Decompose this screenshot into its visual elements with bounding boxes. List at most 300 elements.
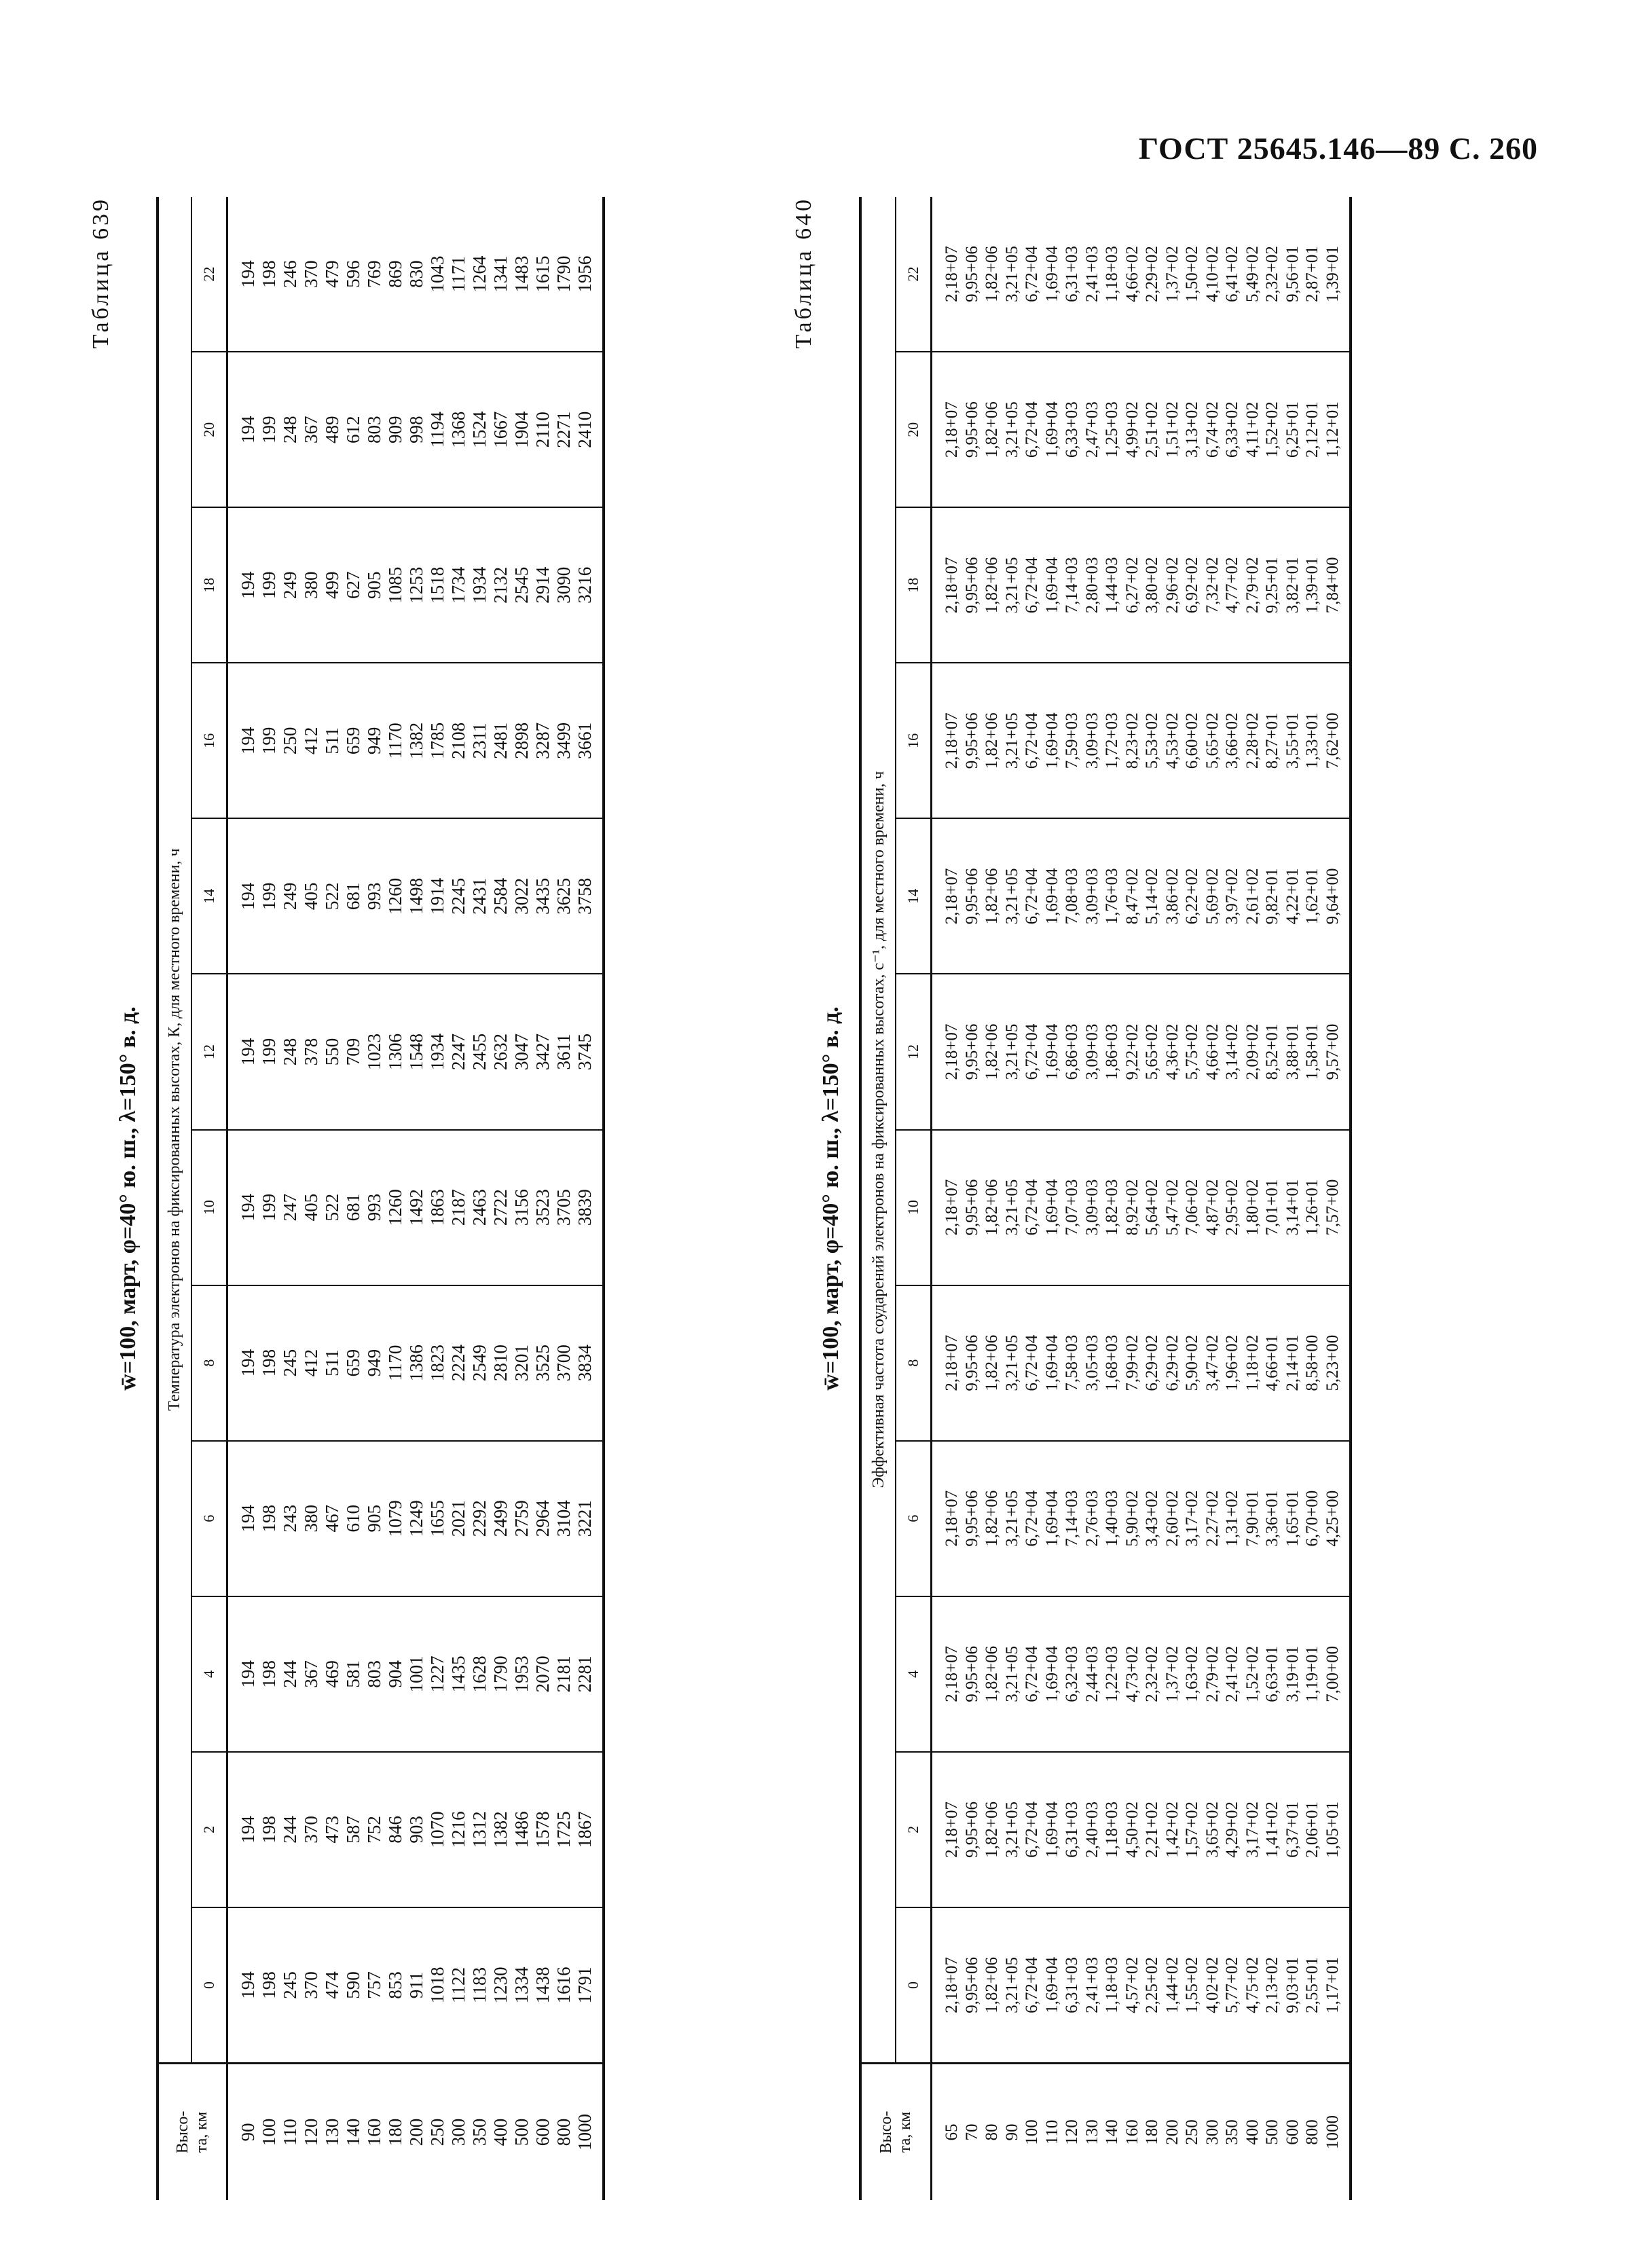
altitude-cell: 500 [1263,2119,1281,2145]
table-cell: 1,58+01 [1303,1023,1321,1080]
table-cell: 5,47+02 [1162,1179,1182,1236]
table-cell: 3,21+05 [1002,557,1021,614]
table-cell: 2,21+02 [1143,1801,1161,1858]
table-cell: 6,92+02 [1183,557,1201,614]
table-cell: 9,22+02 [1122,1023,1141,1080]
table-639-block [88,197,767,2200]
data-column [228,1129,602,1285]
table-cell: 3,36+01 [1263,1490,1281,1547]
table-cell: 4,36+02 [1162,1023,1182,1080]
table-cell: 194 [238,1038,258,1066]
data-column [932,973,1349,1129]
table-cell: 993 [364,1193,384,1222]
table-cell: 246 [280,260,300,288]
table-cell: 199 [259,727,279,755]
hour-header: 0 [192,1907,226,2062]
table-cell: 1079 [385,1500,405,1537]
table-cell: 2,18+07 [942,1957,961,2013]
table-cell: 1122 [448,1967,469,2003]
altitude-cell: 80 [983,2123,1001,2141]
table-cell: 846 [385,1816,405,1844]
table-cell: 1616 [553,1967,574,2004]
table-cell: 2455 [469,1034,490,1070]
hour-header: 14 [192,818,226,973]
table-cell: 248 [280,1038,300,1066]
table-cell: 2,41+03 [1082,246,1101,303]
table-cell: 1,50+02 [1183,246,1201,303]
table-cell: 6,86+03 [1063,1023,1081,1080]
table-cell: 6,72+04 [1023,1179,1041,1236]
table-cell: 2,18+07 [942,1334,961,1391]
table-cell: 250 [280,727,300,755]
table-cell: 198 [259,1349,279,1377]
table-cell: 473 [322,1816,342,1844]
table-cell: 1483 [511,255,532,293]
hour-header: 2 [192,1751,226,1907]
table-cell: 1956 [574,255,595,293]
hour-header: 20 [192,351,226,507]
altitude-cell: 100 [259,2118,279,2146]
table-cell: 2632 [490,1034,511,1070]
table-cell: 5,53+02 [1143,712,1161,769]
table-cell: 2,18+07 [942,1179,961,1236]
table-cell: 194 [238,1504,258,1533]
table-cell: 194 [238,727,258,755]
data-column [228,973,602,1129]
altitude-cell: 200 [406,2118,426,2146]
table-cell: 9,25+01 [1263,557,1281,614]
hour-headers [896,197,930,2062]
table-cell: 8,23+02 [1122,712,1141,769]
table-cell: 2,60+02 [1162,1490,1182,1547]
table-cell: 474 [322,1971,342,1999]
table-cell: 6,37+01 [1283,1801,1302,1858]
table-cell: 1823 [427,1345,447,1382]
table-640-block [791,197,1524,2200]
table-cell: 9,95+06 [962,1023,981,1080]
table-cell: 587 [343,1816,363,1844]
altitude-cell: 350 [469,2118,490,2146]
table-cell: 522 [322,882,342,911]
data-column [932,1907,1349,2062]
table-cell: 1,76+03 [1103,868,1121,925]
table-cell: 1171 [448,256,469,293]
table-cell: 9,95+06 [962,401,981,458]
table-cell: 1334 [511,1967,532,2004]
table-cell: 6,32+03 [1063,1645,1081,1702]
table-cell: 3,21+05 [1002,1645,1021,1702]
table-cell: 199 [259,1193,279,1222]
altitude-cell: 130 [322,2118,342,2146]
table-cell: 5,75+02 [1183,1023,1201,1080]
table-cell: 1,69+04 [1042,1801,1061,1858]
table-cell: 2,44+03 [1082,1645,1101,1702]
table-cell: 2,09+02 [1243,1023,1262,1080]
hour-header: 16 [896,662,930,818]
table-cell: 4,66+02 [1203,1023,1222,1080]
hour-header: 18 [192,507,226,662]
table-cell: 1,57+02 [1183,1801,1201,1858]
data-column [932,1440,1349,1596]
table-cell: 2,32+02 [1263,246,1281,303]
table-cell: 1341 [490,255,511,293]
data-column [932,662,1349,818]
table-cell: 3,05+03 [1082,1334,1101,1391]
table-cell: 370 [301,1816,321,1844]
table-cell: 1,17+01 [1323,1957,1342,2013]
hour-header: 10 [192,1129,226,1285]
table-cell: 4,29+02 [1223,1801,1241,1858]
data-column [932,1596,1349,1751]
table-cell: 1492 [406,1189,426,1226]
table-cell: 6,70+00 [1303,1490,1321,1547]
table-cell: 2,18+07 [942,557,961,614]
table-cell: 3,97+02 [1223,868,1241,925]
table-cell: 244 [280,1660,300,1688]
table-cell: 412 [301,727,321,755]
table-cell: 681 [343,1193,363,1222]
table-cell: 248 [280,416,300,443]
table-cell: 1725 [553,1811,574,1848]
table-cell: 2,47+03 [1082,401,1101,458]
table-cell: 3700 [553,1345,574,1382]
altitude-cell: 1000 [1323,2115,1342,2149]
altitude-cell: 120 [301,2118,321,2146]
table-cell: 1,69+04 [1042,557,1061,614]
table-cell: 2,29+02 [1143,246,1161,303]
hour-header: 12 [192,973,226,1129]
table-cell: 1,51+02 [1162,401,1182,458]
table-cell: 6,72+04 [1023,246,1041,303]
table-cell: 627 [343,571,363,600]
table-cell: 1,82+06 [983,1490,1001,1547]
table-cell: 7,32+02 [1203,557,1222,614]
table-cell: 6,74+02 [1203,401,1222,458]
table-cell: 1,55+02 [1183,1957,1201,2013]
table-cell: 1,69+04 [1042,1957,1061,2013]
table-cell: 1,52+02 [1243,1645,1262,1702]
hour-headers [192,197,226,2062]
table-cell: 1249 [406,1500,426,1537]
altitude-cell: 90 [238,2123,258,2142]
table-cell: 6,72+04 [1023,1645,1041,1702]
table-cell: 2,87+01 [1303,246,1321,303]
table-cell: 489 [322,416,342,443]
altitude-cell: 300 [448,2118,469,2146]
table-cell: 1386 [406,1345,426,1382]
table-cell: 479 [322,260,342,288]
table-cell: 367 [301,1660,321,1688]
table-cell: 6,31+03 [1063,246,1081,303]
table-cell: 2,25+02 [1143,1957,1161,2013]
data-column [228,1596,602,1751]
table-cell: 1863 [427,1189,447,1226]
table-cell: 194 [238,416,258,443]
table-cell: 1,26+01 [1303,1179,1321,1236]
altitude-cell: 350 [1223,2119,1241,2145]
table-cell: 405 [301,1193,321,1222]
table-cell: 2898 [511,722,532,759]
table-cell: 4,50+02 [1122,1801,1141,1858]
altitude-cell: 110 [280,2119,300,2146]
data-column [932,351,1349,507]
hour-header: 22 [200,266,217,282]
table-cell: 6,22+02 [1183,868,1201,925]
altitude-cell: 90 [1002,2123,1021,2141]
table-cell: 1,82+06 [983,401,1001,458]
table-cell: 6,72+04 [1023,712,1041,769]
table-cell: 6,29+02 [1143,1334,1161,1391]
table-cell: 2481 [490,722,511,759]
table-cell: 2,79+02 [1203,1645,1222,1702]
altitude-column [228,2062,602,2200]
table-cell: 3,09+03 [1082,1179,1101,1236]
table-cell: 1,31+02 [1223,1490,1241,1547]
table-cell: 6,72+04 [1023,868,1041,925]
data-column [228,1751,602,1907]
table-cell: 467 [322,1504,342,1533]
table-cell: 2,13+02 [1263,1957,1281,2013]
table-cell: 4,25+00 [1323,1490,1342,1547]
table-cell: 4,66+02 [1122,246,1141,303]
table-cell: 3104 [553,1500,574,1537]
altitude-cell: 800 [553,2118,574,2146]
table-cell: 198 [259,1816,279,1844]
table-cell: 194 [238,1349,258,1377]
table-cell: 244 [280,1816,300,1844]
table-subtitle: w̄=100, март, φ=40° ю. ш., λ=150° в. д. [818,1006,843,1391]
altitude-cell: 70 [962,2123,981,2141]
table-cell: 3525 [532,1345,553,1382]
table-cell: 2,32+02 [1143,1645,1161,1702]
table-cell: 3216 [574,566,595,604]
table-cell: 6,31+03 [1063,1801,1081,1858]
table-cell: 1,82+03 [1103,1179,1121,1236]
table-cell: 245 [280,1971,300,1999]
table-cell: 581 [343,1660,363,1688]
table-cell: 370 [301,1971,321,1999]
table-cell: 194 [238,260,258,288]
table-cell: 4,87+02 [1203,1179,1222,1236]
table-cell: 1628 [469,1656,490,1693]
table-cell: 5,90+02 [1122,1490,1141,1547]
table-cell: 1,82+06 [983,246,1001,303]
table-cell: 5,49+02 [1243,246,1262,303]
table-cell: 1734 [448,566,469,604]
table-cell: 194 [238,1193,258,1222]
document-header: ГОСТ 25645.146—89 С. 260 [1138,131,1538,166]
table-cell: 3745 [574,1034,595,1070]
table-cell: 9,95+06 [962,1645,981,1702]
table-cell: 2,41+03 [1082,1957,1101,2013]
table-cell: 3,13+02 [1183,401,1201,458]
table-cell: 949 [364,727,384,755]
table-cell: 3,17+02 [1183,1490,1201,1547]
table-cell: 367 [301,416,321,443]
table-cell: 6,72+04 [1023,1023,1041,1080]
table-cell: 2722 [490,1189,511,1226]
table-subtitle: w̄=100, март, φ=40° ю. ш., λ=150° в. д. [115,1006,141,1391]
table-cell: 7,06+02 [1183,1179,1201,1236]
table-cell: 1,69+04 [1042,1334,1061,1391]
table-cell: 2431 [469,877,490,915]
table-cell: 1001 [406,1656,426,1693]
table-cell: 2964 [532,1500,553,1537]
table-cell: 198 [259,1660,279,1688]
altitude-cell: 140 [343,2118,363,2146]
table-cell: 1,12+01 [1323,401,1342,458]
table-cell: 3758 [574,877,595,915]
table-cell: 1,25+03 [1103,401,1121,458]
table-cell: 590 [343,1971,363,1999]
table-cell: 1170 [385,723,405,759]
table-cell: 1264 [469,255,490,293]
table-body [228,197,602,2200]
table-cell: 1,69+04 [1042,1179,1061,1236]
table-cell: 3661 [574,722,595,759]
table-cell: 1,82+06 [983,1023,1001,1080]
table-cell: 3611 [553,1034,574,1070]
table-cell: 5,69+02 [1203,868,1222,925]
table-cell: 909 [385,416,405,443]
table-cell: 1867 [574,1811,595,1848]
table-cell: 3,43+02 [1143,1490,1161,1547]
hour-header: 4 [192,1596,226,1751]
table-cell: 2,06+01 [1303,1801,1321,1858]
table-cell: 2,18+07 [942,1023,961,1080]
table-cell: 1253 [406,566,426,604]
table-cell: 199 [259,416,279,443]
table-cell: 1498 [406,877,426,915]
table-cell: 3047 [511,1034,532,1070]
table-cell: 3834 [574,1345,595,1382]
table-cell: 769 [364,260,384,288]
data-column [932,197,1349,351]
hour-header: 2 [896,1751,930,1907]
table-cell: 3,21+05 [1002,1179,1021,1236]
table-cell: 9,82+01 [1263,868,1281,925]
table-cell: 2,51+02 [1143,401,1161,458]
altitude-cell: 300 [1203,2119,1222,2145]
table-cell: 249 [280,571,300,600]
table-cell: 1790 [490,1656,511,1693]
table-cell: 4,99+02 [1122,401,1141,458]
altitude-cell: 800 [1303,2119,1321,2145]
table-cell: 3,80+02 [1143,557,1161,614]
altitude-cell: 65 [942,2123,961,2141]
table-cell: 7,14+03 [1063,1490,1081,1547]
table-cell: 1,82+06 [983,1334,1001,1391]
table-cell: 511 [322,727,342,754]
table-cell: 1548 [406,1034,426,1070]
table-cell: 2,41+02 [1223,1645,1241,1702]
table-cell: 2,96+02 [1162,557,1182,614]
table-cell: 2410 [574,411,595,448]
table-cell: 1934 [427,1034,447,1070]
table-cell: 1914 [427,877,447,915]
table-cell: 3,21+05 [1002,246,1021,303]
table-cell: 3,14+02 [1223,1023,1241,1080]
table-cell: 2759 [511,1500,532,1537]
table-cell: 380 [301,1504,321,1533]
table-cell: 2810 [490,1345,511,1382]
table-cell: 4,22+01 [1283,868,1302,925]
hour-header: 6 [896,1440,930,1596]
hour-header: 18 [896,507,930,662]
table-cell: 2,18+07 [942,1645,961,1702]
table-cell: 911 [406,1971,426,1999]
table-cell: 1,63+02 [1183,1645,1201,1702]
altitude-cell: 160 [364,2118,384,2146]
table-cell: 1438 [532,1967,553,2004]
table-cell: 6,33+03 [1063,401,1081,458]
table-cell: 3,19+01 [1283,1645,1302,1702]
table-cell: 7,00+00 [1323,1645,1342,1702]
table-cell: 869 [385,260,405,288]
table-header [862,197,932,2200]
table-cell: 3156 [511,1189,532,1226]
table-cell: 803 [364,416,384,443]
table-cell: 3,09+03 [1082,868,1101,925]
table-cell: 194 [238,1816,258,1844]
table-cell: 1,96+02 [1223,1334,1241,1391]
table-cell: 1,62+01 [1303,868,1321,925]
altitude-cell: 1000 [574,2114,595,2151]
table-cell: 7,01+01 [1263,1179,1281,1236]
table-cell: 3427 [532,1034,553,1070]
altitude-header: Высо- та, км [159,2062,226,2200]
table-cell: 6,63+01 [1263,1645,1281,1702]
table-cell: 7,14+03 [1063,557,1081,614]
table-cell: 4,77+02 [1223,557,1241,614]
table-cell: 1,69+04 [1042,401,1061,458]
table-cell: 757 [364,1971,384,1999]
table-cell: 6,33+02 [1223,401,1241,458]
altitude-cell: 400 [490,2118,511,2146]
table-cell: 1785 [427,722,447,759]
table-cell: 199 [259,1038,279,1066]
table-cell: 1,18+02 [1243,1334,1262,1391]
table-cell: 5,77+02 [1223,1957,1241,2013]
table-cell: 6,27+02 [1122,557,1141,614]
table-cell: 3,17+02 [1243,1801,1262,1858]
table-cell: 1524 [469,411,490,448]
table-cell: 1,69+04 [1042,712,1061,769]
data-column [228,507,602,662]
altitude-cell: 600 [1283,2119,1302,2145]
data-column [228,197,602,351]
table-cell: 8,27+01 [1263,712,1281,769]
table-cell: 1790 [553,255,574,293]
table-cell: 1306 [385,1034,405,1070]
table-cell: 8,52+01 [1263,1023,1281,1080]
table-cell: 2110 [532,411,553,448]
table-cell: 199 [259,571,279,600]
table-cell: 4,73+02 [1122,1645,1141,1702]
table-cell: 2187 [448,1189,469,1226]
table-cell: 3,09+03 [1082,1023,1101,1080]
table-cell: 3625 [553,877,574,915]
table-cell: 7,57+00 [1323,1179,1342,1236]
table-number: Таблица 640 [791,197,816,349]
table-cell: 3,21+05 [1002,401,1021,458]
hour-header: 14 [896,818,930,973]
table-cell: 6,72+04 [1023,557,1041,614]
table-cell: 9,95+06 [962,1957,981,2013]
table-cell: 1791 [574,1967,595,2004]
table-cell: 659 [343,727,363,755]
table-cell: 3022 [511,877,532,915]
